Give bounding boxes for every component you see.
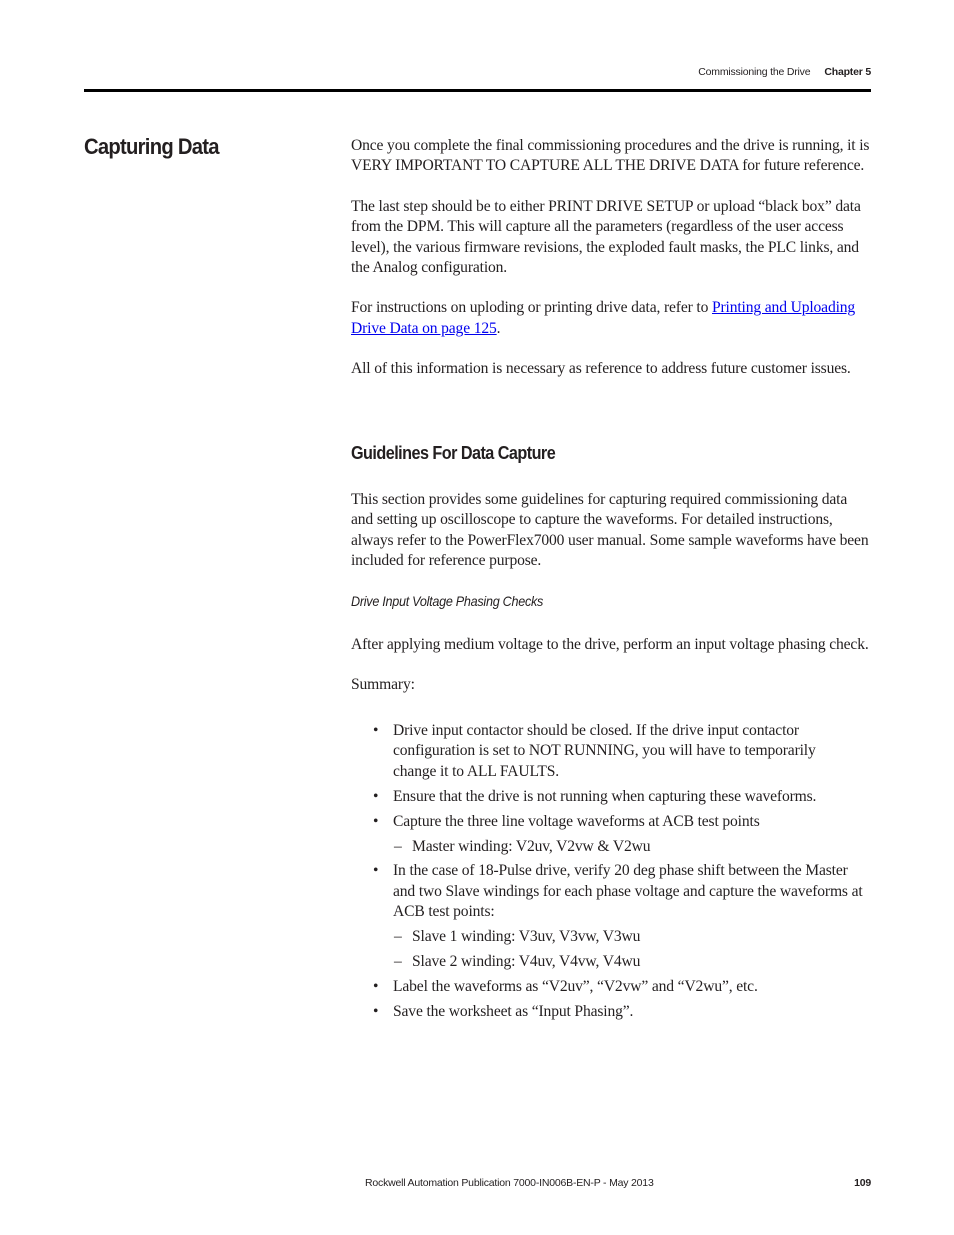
- list-item: • Save the worksheet as “Input Phasing”.: [351, 1002, 871, 1022]
- phasing-block: [351, 635, 871, 696]
- intro-block: [351, 136, 871, 380]
- guidelines-heading: Guidelines For Data Capture: [351, 443, 556, 463]
- sub-list-item: – Slave 2 winding: V4uv, V4vw, V4wu: [351, 952, 871, 972]
- intro-paragraph-3: For instructions on uploding or printing drive data, refer to Printing and Uploading Drive Data on page 125.: [351, 299, 856, 337]
- phasing-subheading: Drive Input Voltage Phasing Checks: [351, 593, 544, 609]
- guidelines-paragraph: This section provides some guidelines for capturing required commissioning data and setting up oscilloscope to capture the waveforms. For detailed instructions, always refer to the PowerFlex7000 user manual. Some sample waveforms have been included for reference purpose.: [351, 491, 869, 570]
- intro-paragraph-2: The last step should be to either PRINT DRIVE SETUP or upload “black box” data from the DPM. This will capture all the parameters (regardless of the user access level), the various firmware revisions, the exploded fault masks, the PLC links, and the Analog configuration.: [351, 197, 861, 277]
- header-chapter: Chapter 5: [824, 66, 871, 78]
- cross-reference-link[interactable]: Printing and Uploading Drive Data on page 125: [351, 299, 856, 337]
- summary-label: Summary:: [351, 676, 415, 694]
- intro-paragraph-1: Once you complete the final commissioning procedures and the drive is running, it is VERY IMPORTANT TO CAPTURE ALL THE DRIVE DATA for future reference.: [351, 137, 870, 175]
- header-rule: [84, 89, 871, 92]
- list-item: • Capture the three line voltage waveforms at ACB test points: [351, 812, 871, 832]
- footer-publication: Rockwell Automation Publication 7000-IN006B-EN-P - May 2013: [365, 1177, 654, 1189]
- running-header: [698, 66, 871, 78]
- intro-paragraph-4: All of this information is necessary as reference to address future customer issues.: [351, 360, 851, 378]
- summary-list: [351, 721, 871, 1027]
- list-item: • In the case of 18-Pulse drive, verify 20 deg phase shift between the Master and two Slave windings for each phase voltage and capture the waveforms at ACB test points:: [351, 861, 871, 922]
- phasing-paragraph: After applying medium voltage to the drive, perform an input voltage phasing check.: [351, 636, 869, 653]
- list-item: • Label the waveforms as “V2uv”, “V2vw” and “V2wu”, etc.: [351, 977, 871, 997]
- header-section: Commissioning the Drive: [698, 66, 811, 78]
- section-title: Capturing Data: [84, 134, 219, 159]
- list-item: • Ensure that the drive is not running when capturing these waveforms.: [351, 787, 871, 807]
- list-item: • Drive input contactor should be closed. If the drive input contactor configuration is set to NOT RUNNING, you will have to temporarily change it to ALL FAULTS.: [351, 721, 848, 782]
- sub-list-item: – Master winding: V2uv, V2vw & V2wu: [351, 837, 871, 857]
- sub-list-item: – Slave 1 winding: V3uv, V3vw, V3wu: [351, 927, 871, 947]
- guidelines-block: [351, 490, 871, 572]
- page-number: 109: [854, 1177, 871, 1189]
